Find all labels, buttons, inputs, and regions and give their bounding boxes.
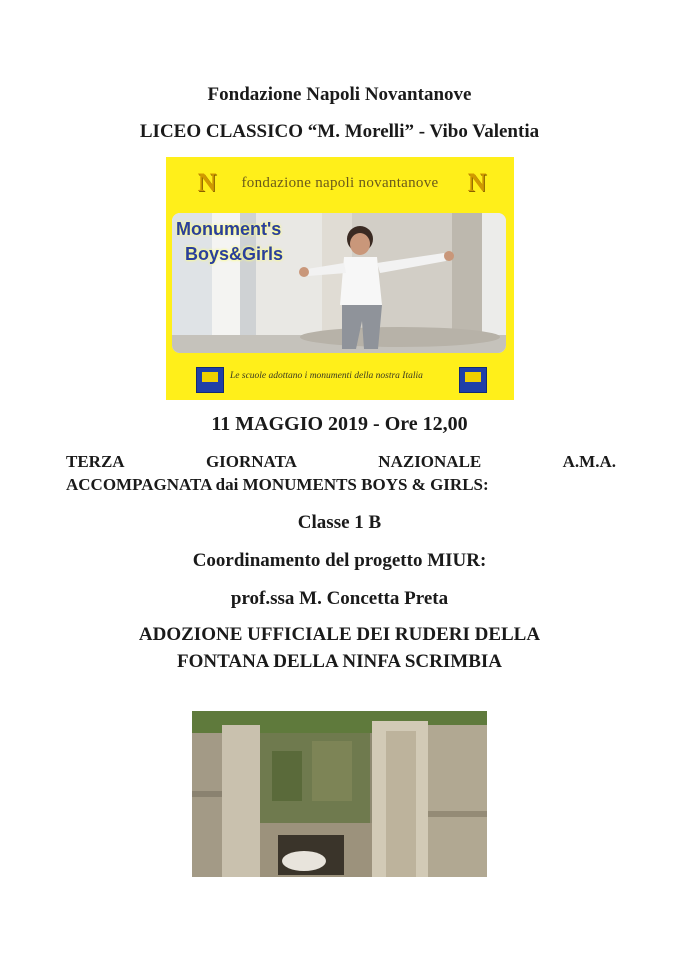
adoption-title-line1: ADOZIONE UFFICIALE DEI RUDERI DELLA <box>138 624 541 645</box>
adoption-title-line2: FONTANA DELLA NINFA SCRIMBIA <box>177 651 502 672</box>
event-date-time: 11 MAGGIO 2019 - Ore 12,00 <box>211 413 468 435</box>
event-day-word: NAZIONALE <box>378 452 482 471</box>
fountain-ruins-photo <box>192 711 487 877</box>
monuments-boys-girls-logo <box>176 217 283 267</box>
event-day-word: GIORNATA <box>205 452 297 471</box>
foundation-logo-icon: N <box>197 168 217 197</box>
project-poster <box>166 157 514 400</box>
foundation-logo-icon: N <box>467 168 487 197</box>
project-coordination: Coordinamento del progetto MIUR: <box>192 550 487 571</box>
poster-brand-line2: Boys&Girls <box>185 244 284 264</box>
event-day-line <box>66 452 616 472</box>
event-day-word: TERZA <box>66 452 125 471</box>
poster-tagline: Le scuole adottano i monumenti della nostra Italia <box>230 371 423 381</box>
event-day-word: A.M.A. <box>562 452 616 471</box>
teacher-name: prof.ssa M. Concetta Preta <box>230 588 449 609</box>
event-accompanied-line: ACCOMPAGNATA dai MONUMENTS BOYS & GIRLS: <box>66 475 489 494</box>
school-title: LICEO CLASSICO “M. Morelli” - Vibo Valentia <box>139 121 540 142</box>
poster-top-title: fondazione napoli novantanove <box>241 175 439 191</box>
class-name: Classe 1 B <box>297 512 382 533</box>
school-badge-icon <box>196 367 224 393</box>
poster-brand-line1: Monument's <box>176 219 282 239</box>
foundation-title: Fondazione Napoli Novantanove <box>207 84 472 105</box>
school-badge-icon <box>459 367 487 393</box>
